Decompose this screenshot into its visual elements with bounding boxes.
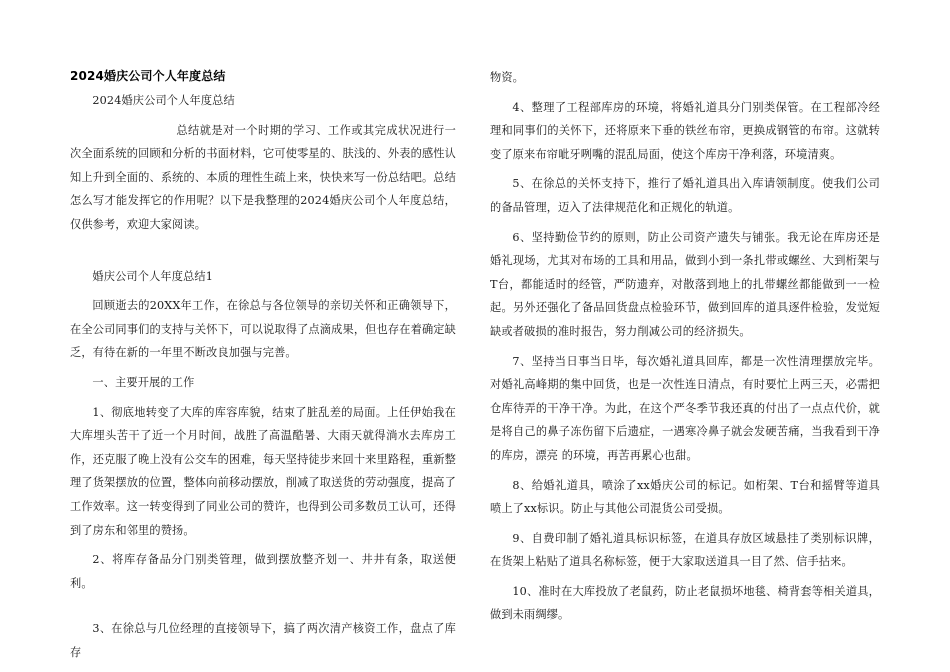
work-item-10: 10、准时在大库投放了老鼠药，防止老鼠损坏地毯、椅背套等相关道具，做到未雨绸缪。 xyxy=(490,584,880,622)
work-item-3-continued: 物资。 xyxy=(490,71,525,84)
spacer xyxy=(70,243,456,265)
section-heading: 婚庆公司个人年度总结1 xyxy=(92,269,214,283)
work-item-6: 6、坚持勤俭节约的原则，防止公司资产遗失与铺张。我无论在库房还是婚礼现场，尤其对布场的工具和用品，做到小到一条扎带或螺丝、大到桁架与T台，都能适时的经管，严防遗弃，对散落到地上的扎带螺丝都能做到一一检起。另外还强化了备品回货盘点检验环节，做到回库的道具逐件检验，发觉短缺或者破损的准时报告，努力削减公司的经济损失。 xyxy=(490,230,880,338)
work-item-1: 1、彻底地转变了大库的库容库貌，结束了脏乱差的局面。上任伊始我在大库埋头苦干了近一个月时间，战胜了高温酷暑、大雨天就得淌水去库房工作，还克服了晚上没有公交车的困难，每天坚持徒步来回十来里路程，重新整理了货架摆放的位置，整体向前移动摆放，削减了取送货的劳动强度，提高了工作效率。这一转变得到了同业公司的赞许，也得到公司多数员工认可，还得到了房东和邻里的赞扬。 xyxy=(70,405,456,537)
part-heading: 一、主要开展的工作 xyxy=(92,375,195,389)
opening-paragraph: 回顾逝去的20XX年工作，在徐总与各位领导的亲切关怀和正确领导下，在全公司同事们的支持与关怀下，可以说取得了点滴成果，但也存在着确定缺乏，有待在新的一年里不断改良加强与完善。 xyxy=(70,299,456,360)
work-item-2: 2、将库存备品分门别类管理，做到摆放整齐划一、井井有条，取送便利。 xyxy=(70,553,456,590)
intro-paragraph: 总结就是对一个时期的学习、工作或其完成状况进行一次全面系统的回顾和分析的书面材料，它可使零星的、肤浅的、外表的感性认知上升到全面的、系统的、本质的理性生疏上来，快快来写一份总结吧。总结怎么写才能发挥它的作用呢？以下是我整理的2024婚庆公司个人年度总结，仅供参考，欢迎大家阅读。 xyxy=(70,123,456,231)
document-title: 2024婚庆公司个人年度总结 xyxy=(70,69,226,83)
work-item-8: 8、给婚礼道具，喷涂了xx婚庆公司的标记。如桁架、T台和摇臂等道具喷上了xx标识。防止与其他公司混货公司受损。 xyxy=(490,478,880,516)
work-item-7: 7、坚持当日事当日毕，每次婚礼道具回库，都是一次性清理摆放完毕。对婚礼高峰期的集中回货，也是一次性连日清点，有时要忙上两三天，必需把仓库待弄的干净干净。为此，在这个严冬季节我还真的付出了一点点代价，就是将自己的鼻子冻伤留下后遗症，一遇寒冷鼻子就会发硬苦痛，当我看到干净的库房，漂亮 的环境，再苦再累心也甜。 xyxy=(490,354,880,462)
work-item-3: 3、在徐总与几位经理的直接领导下，搞了两次清产核资工作，盘点了库存 xyxy=(70,622,456,659)
spacer xyxy=(70,601,456,617)
work-item-4: 4、整理了工程部库房的环境，将婚礼道具分门别类保管。在工程部冷经理和同事们的关怀下，还将原来下垂的铁丝布帘，更换成钢管的布帘。这就转变了原来布帘呲牙咧嘴的混乱局面，使这个库房干净利落，环境清爽。 xyxy=(490,100,880,161)
work-item-5: 5、在徐总的关怀支持下，推行了婚礼道具出入库请领制度。使我们公司的备品管理，迈入了法律规范化和正规化的轨道。 xyxy=(490,177,880,214)
document-subtitle: 2024婚庆公司个人年度总结 xyxy=(92,94,235,107)
right-column xyxy=(490,66,880,633)
work-item-9: 9、自费印制了婚礼道具标识标签，在道具存放区域悬挂了类别标识牌，在货架上粘贴了道具名称标签，便于大家取送道具一目了然、信手拈来。 xyxy=(490,531,880,569)
left-column xyxy=(70,66,456,670)
